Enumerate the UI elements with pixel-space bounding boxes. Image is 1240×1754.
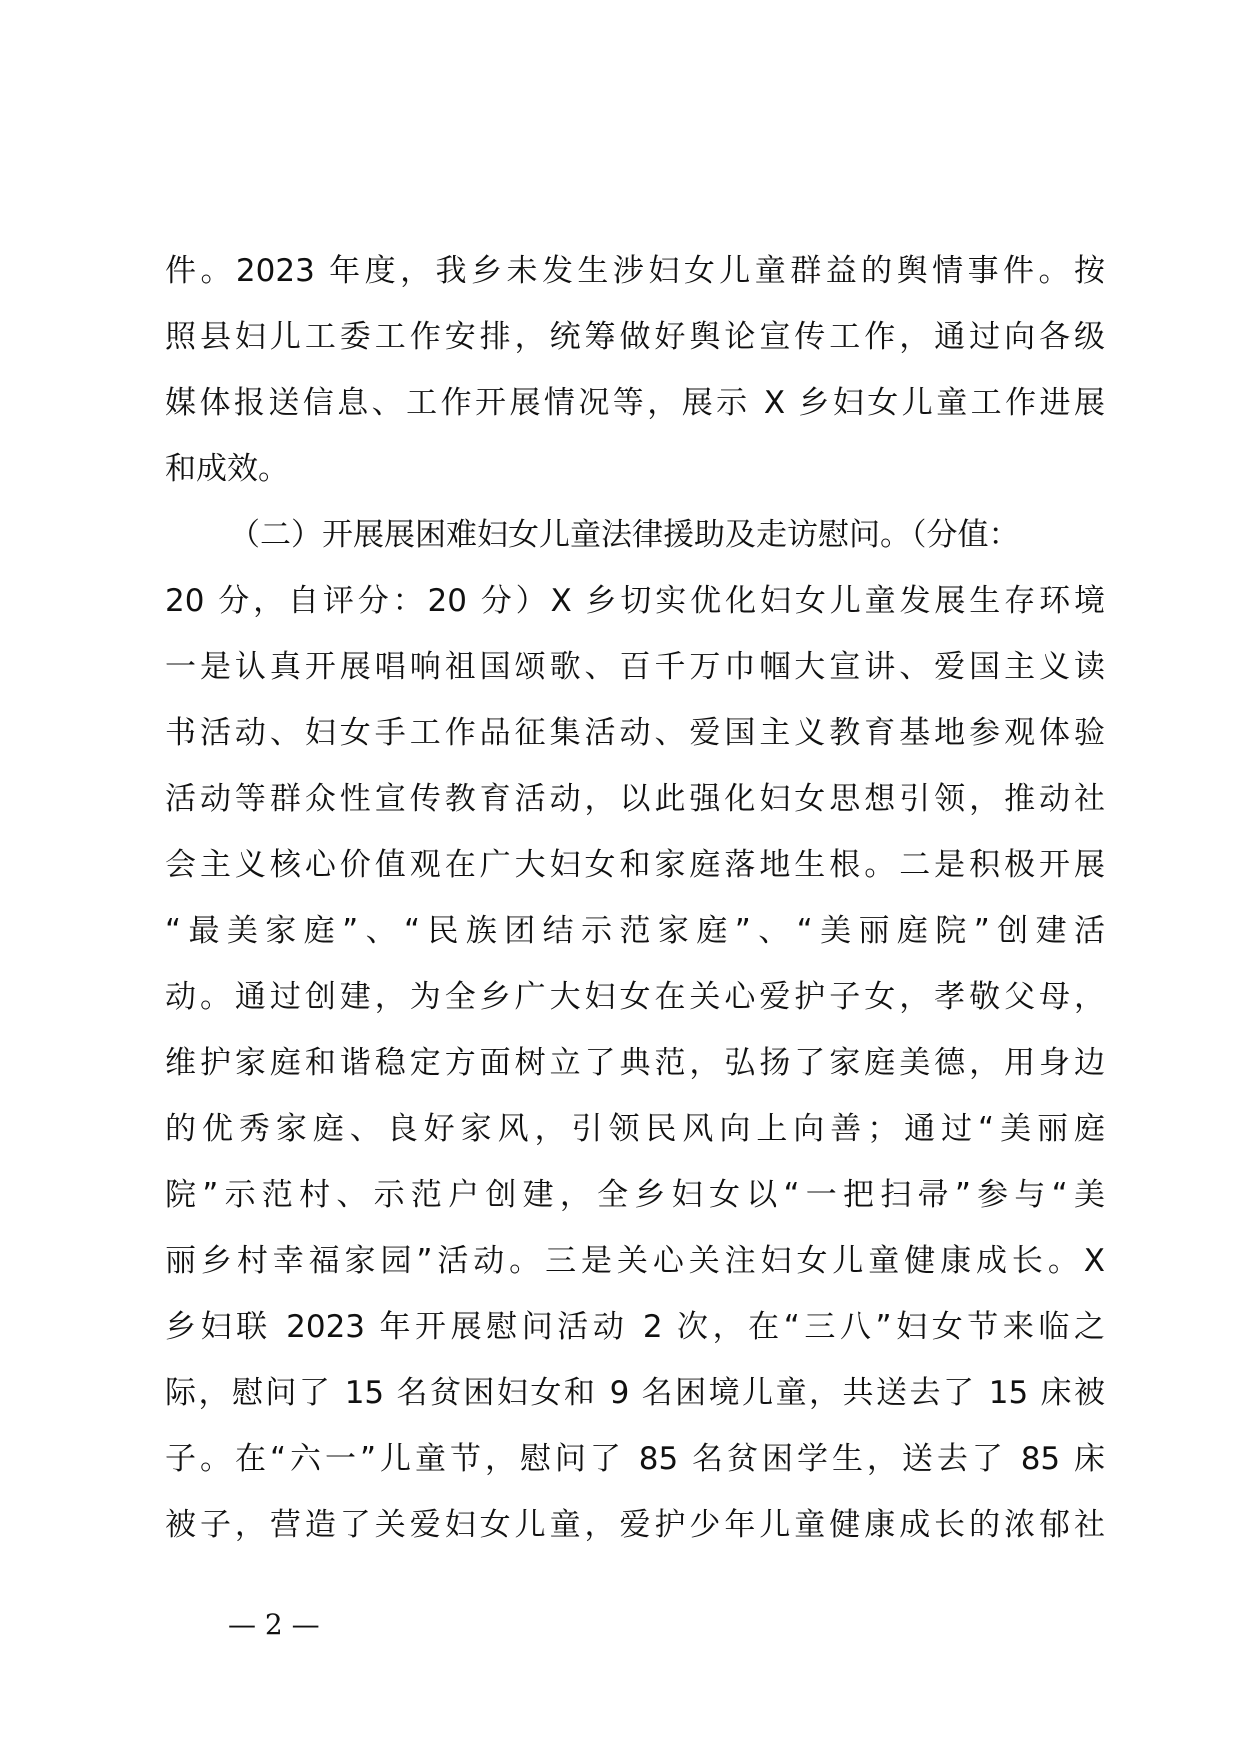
text-line: 院”示范村、示范户创建，全乡妇女以“一把扫帚”参与“美: [165, 1177, 1105, 1213]
text-line: 动。通过创建，为全乡广大妇女在关心爱护子女，孝敬父母，: [165, 979, 1105, 1015]
text-line: 一是认真开展唱响祖国颂歌、百千万巾帼大宣讲、爱国主义读: [165, 649, 1105, 685]
text-line: 媒体报送信息、工作开展情况等，展示 X 乡妇女儿童工作进展: [165, 385, 1105, 421]
text-line: 的优秀家庭、良好家风，引领民风向上向善；通过“美丽庭: [165, 1111, 1105, 1147]
page-number: — 2 —: [228, 1608, 320, 1641]
text-line: 子。在“六一”儿童节，慰问了 85 名贫困学生，送去了 85 床: [165, 1441, 1105, 1477]
text-line: 20 分，自评分：20 分）X 乡切实优化妇女儿童发展生存环境: [165, 583, 1105, 619]
text-line: 活动等群众性宣传教育活动，以此强化妇女思想引领，推动社: [165, 781, 1105, 817]
text-line: “最美家庭”、“民族团结示范家庭”、“美丽庭院”创建活: [165, 913, 1105, 949]
text-line: 际，慰问了 15 名贫困妇女和 9 名困境儿童，共送去了 15 床被: [165, 1375, 1105, 1411]
text-line: 丽乡村幸福家园”活动。三是关心关注妇女儿童健康成长。X: [165, 1243, 1105, 1279]
text-line: 书活动、妇女手工作品征集活动、爱国主义教育基地参观体验: [165, 715, 1105, 751]
text-line: 会主义核心价值观在广大妇女和家庭落地生根。二是积极开展: [165, 847, 1105, 883]
text-line: 和成效。: [165, 451, 289, 487]
section-heading-line: （二）开展展困难妇女儿童法律援助及走访慰问。（分值：: [229, 517, 1020, 553]
text-line: 照县妇儿工委工作安排，统筹做好舆论宣传工作，通过向各级: [165, 319, 1105, 355]
body-text: [165, 238, 1105, 1558]
text-line: 乡妇联 2023 年开展慰问活动 2 次，在“三八”妇女节来临之: [165, 1309, 1105, 1345]
text-line: 被子，营造了关爱妇女儿童，爱护少年儿童健康成长的浓郁社: [165, 1507, 1105, 1543]
text-line: 件。2023 年度，我乡未发生涉妇女儿童群益的舆情事件。按: [165, 253, 1105, 289]
text-line: 维护家庭和谐稳定方面树立了典范，弘扬了家庭美德，用身边: [165, 1045, 1105, 1081]
